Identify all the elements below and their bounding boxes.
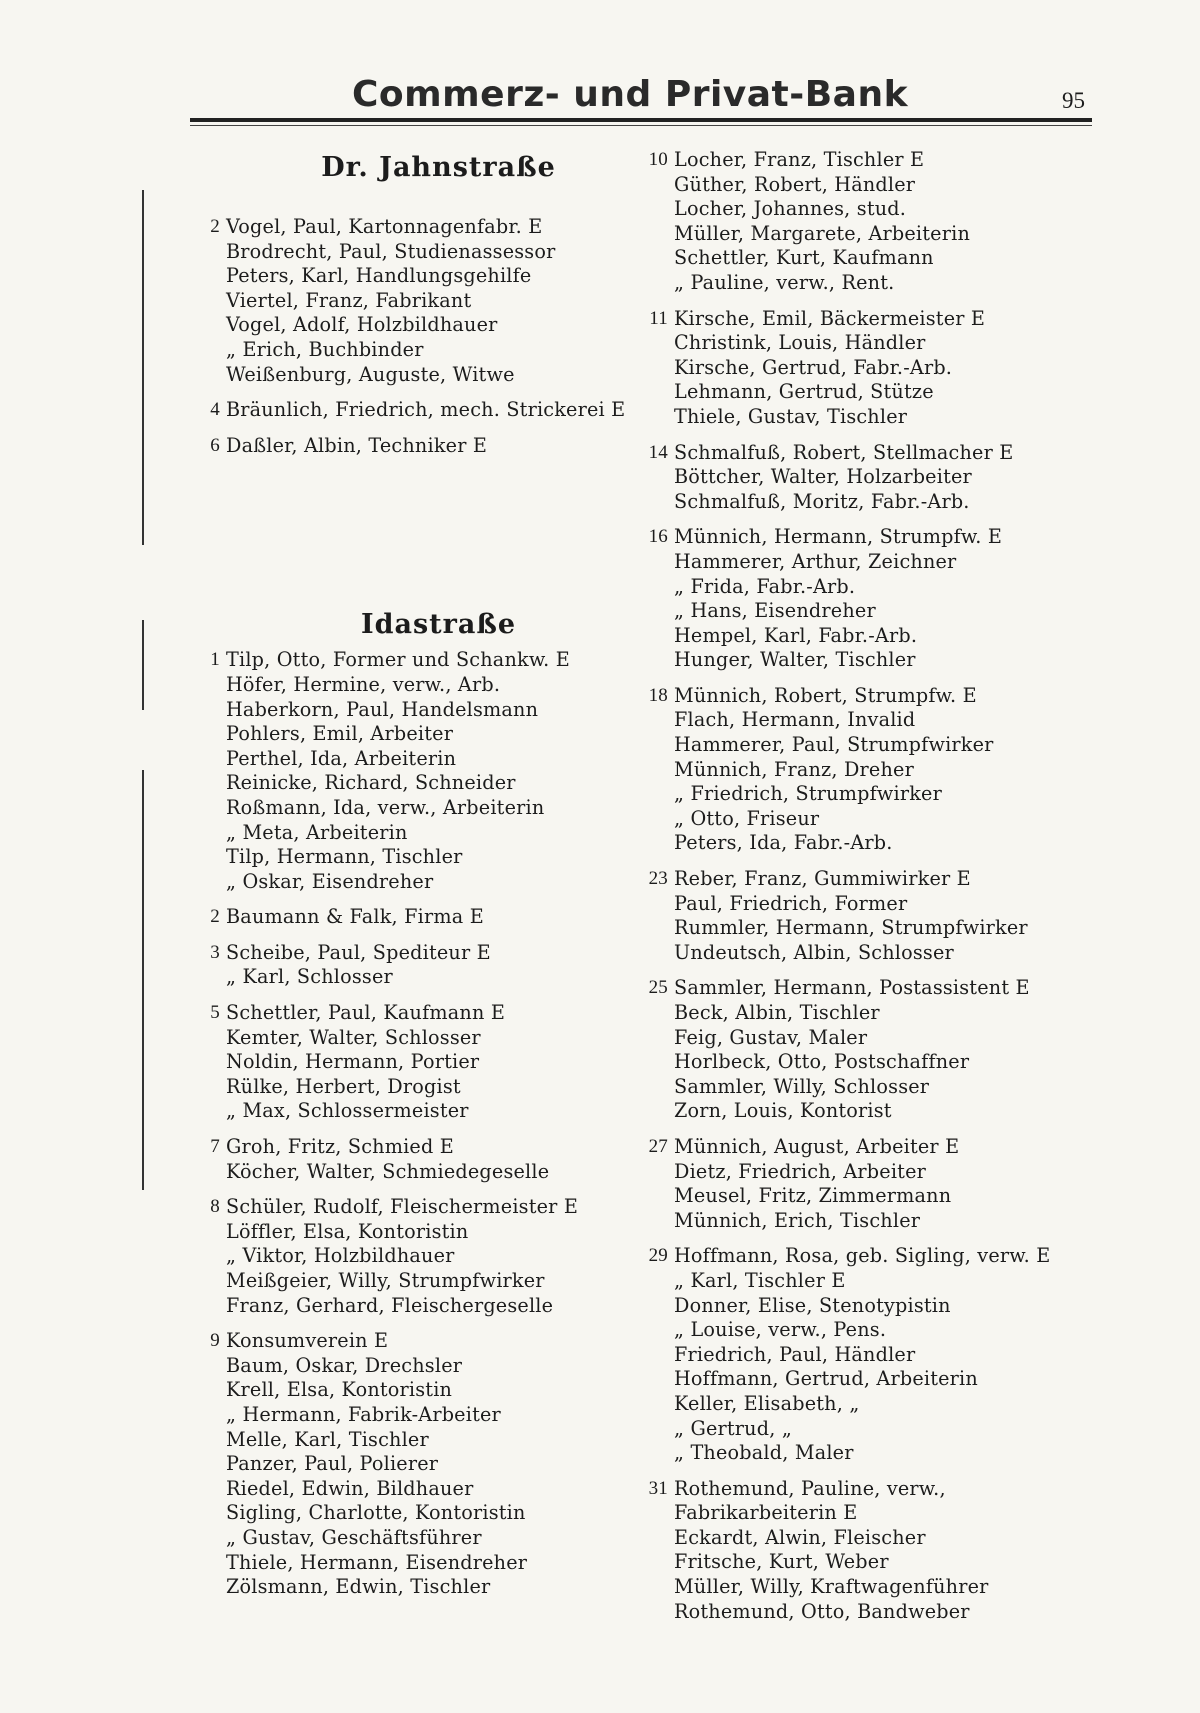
resident-text: „ Louise, verw., Pens. — [674, 1318, 887, 1342]
resident-line — [644, 1600, 1099, 1625]
resident-line — [196, 648, 651, 673]
house-number: 1 — [210, 649, 220, 671]
resident-line — [644, 173, 1099, 198]
resident-text: Schmalfuß, Robert, Stellmacher E — [674, 440, 1014, 464]
section-spacer — [196, 469, 651, 609]
resident-text: „ Friedrich, Strumpfwirker — [674, 782, 942, 806]
resident-line — [644, 684, 1099, 709]
resident-line — [644, 1099, 1099, 1124]
resident-text: Riedel, Edwin, Bildhauer — [226, 1476, 474, 1500]
resident-line — [196, 722, 651, 747]
resident-text: Kirsche, Gertrud, Fabr.-Arb. — [674, 355, 953, 379]
resident-line — [644, 916, 1099, 941]
resident-text: Thiele, Hermann, Eisendreher — [226, 1550, 528, 1574]
resident-text: Zorn, Louis, Kontorist — [674, 1099, 892, 1123]
resident-text: Noldin, Hermann, Portier — [226, 1050, 480, 1074]
resident-text: Keller, Elisabeth, „ — [674, 1391, 860, 1415]
resident-line — [196, 821, 651, 846]
resident-line — [196, 1099, 651, 1124]
resident-text: Pohlers, Emil, Arbeiter — [226, 722, 454, 746]
resident-line — [644, 1367, 1099, 1392]
resident-text: Münnich, Robert, Strumpfw. E — [674, 683, 977, 707]
resident-text: Paul, Friedrich, Former — [674, 891, 908, 915]
resident-line — [644, 1417, 1099, 1442]
resident-text: „ Theobald, Maler — [674, 1441, 854, 1465]
house-number: 3 — [210, 941, 220, 963]
resident-text: Sammler, Willy, Schlosser — [674, 1074, 930, 1098]
house-number: 8 — [210, 1196, 220, 1218]
resident-line — [644, 892, 1099, 917]
resident-text: Meißgeier, Willy, Strumpfwirker — [226, 1269, 545, 1292]
resident-text: Locher, Franz, Tischler E — [674, 148, 925, 171]
resident-text: Peters, Karl, Handlungsgehilfe — [226, 264, 532, 288]
resident-line — [196, 1001, 651, 1026]
resident-text: Franz, Gerhard, Fleischergeselle — [226, 1293, 554, 1317]
house-entry — [196, 1135, 651, 1184]
resident-text: Beck, Albin, Tischler — [674, 1001, 880, 1024]
resident-text: Böttcher, Walter, Holzarbeiter — [674, 465, 972, 489]
house-number: 11 — [649, 307, 668, 329]
resident-line — [644, 1441, 1099, 1466]
resident-line — [196, 1428, 651, 1453]
house-entry — [196, 215, 651, 387]
resident-text: Viertel, Franz, Fabrikant — [226, 288, 472, 312]
resident-line — [196, 698, 651, 723]
resident-line — [196, 771, 651, 796]
resident-line — [196, 905, 651, 930]
resident-text: Daßler, Albin, Techniker E — [226, 433, 488, 457]
resident-line — [196, 965, 651, 990]
resident-line — [196, 1452, 651, 1477]
resident-line — [644, 331, 1099, 356]
house-entry — [644, 684, 1099, 856]
resident-text: Münnich, August, Arbeiter E — [674, 1134, 960, 1158]
resident-text: Baumann & Falk, Firma E — [226, 905, 484, 929]
resident-line — [644, 867, 1099, 892]
resident-line — [644, 1550, 1099, 1575]
margin-mark — [142, 190, 144, 545]
house-number: 23 — [648, 868, 668, 890]
margin-mark — [142, 770, 144, 1190]
house-number: 7 — [210, 1136, 220, 1158]
resident-line — [196, 870, 651, 895]
resident-line — [644, 599, 1099, 624]
resident-text: Sigling, Charlotte, Kontoristin — [226, 1501, 526, 1525]
resident-line — [644, 405, 1099, 430]
resident-text: Münnich, Hermann, Strumpfw. E — [674, 525, 1003, 549]
house-entry — [644, 148, 1099, 296]
resident-text: Müller, Willy, Kraftwagenführer — [674, 1575, 989, 1599]
resident-line — [644, 941, 1099, 966]
resident-text: Tilp, Hermann, Tischler — [226, 845, 463, 869]
resident-line — [196, 673, 651, 698]
resident-line — [196, 1026, 651, 1051]
resident-line — [196, 1526, 651, 1551]
resident-line — [644, 307, 1099, 332]
resident-line — [196, 1354, 651, 1379]
resident-text: Rülke, Herbert, Drogist — [226, 1074, 461, 1098]
page-title: Commerz- und Privat-Bank — [351, 74, 909, 115]
resident-line — [644, 490, 1099, 515]
resident-line — [644, 465, 1099, 490]
resident-line — [644, 1318, 1099, 1343]
resident-text: Eckardt, Alwin, Fleischer — [674, 1525, 926, 1549]
resident-text: Rummler, Hermann, Strumpfwirker — [674, 916, 1028, 940]
resident-text: Perthel, Ida, Arbeiterin — [226, 746, 457, 770]
resident-text: Vogel, Adolf, Holzbildhauer — [226, 313, 498, 337]
resident-line — [196, 747, 651, 772]
resident-line — [196, 1075, 651, 1100]
house-entry — [644, 1135, 1099, 1233]
resident-line — [644, 1477, 1099, 1502]
resident-text: Roßmann, Ida, verw., Arbeiterin — [226, 795, 545, 819]
resident-text: Hammerer, Paul, Strumpfwirker — [674, 733, 994, 757]
header-rule-thin — [190, 125, 1092, 126]
resident-line — [644, 1135, 1099, 1160]
resident-text: Zölsmann, Edwin, Tischler — [226, 1575, 491, 1599]
resident-line — [644, 758, 1099, 783]
street-heading: Dr. Jahnstraße — [321, 152, 556, 183]
resident-text: Krell, Elsa, Kontoristin — [226, 1378, 453, 1402]
house-number: 2 — [210, 906, 220, 928]
resident-line — [196, 1244, 651, 1269]
resident-text: Münnich, Franz, Dreher — [674, 757, 914, 781]
house-number: 31 — [648, 1477, 668, 1499]
resident-text: Konsumverein E — [226, 1329, 389, 1353]
resident-text: „ Gustav, Geschäftsführer — [226, 1525, 482, 1549]
resident-text: Schettler, Kurt, Kaufmann — [674, 246, 934, 270]
resident-text: Höfer, Hermine, verw., Arb. — [226, 672, 501, 696]
resident-line — [644, 1075, 1099, 1100]
house-number: 18 — [648, 684, 668, 706]
resident-line — [196, 1050, 651, 1075]
resident-text: „ Meta, Arbeiterin — [226, 820, 408, 844]
right-column — [644, 148, 1099, 1635]
resident-text: Fabrikarbeiterin E — [674, 1501, 858, 1525]
resident-text: Tilp, Otto, Former und Schankw. E — [226, 648, 570, 672]
resident-text: Rothemund, Otto, Bandweber — [674, 1599, 970, 1623]
house-number: 27 — [648, 1135, 668, 1157]
house-entry — [196, 1329, 651, 1600]
resident-line — [196, 338, 651, 363]
resident-text: Schettler, Paul, Kaufmann E — [226, 1001, 506, 1025]
house-entry — [644, 1477, 1099, 1625]
house-number: 14 — [648, 441, 668, 463]
resident-line — [196, 240, 651, 265]
resident-text: Fritsche, Kurt, Weber — [674, 1550, 889, 1574]
resident-line — [644, 1392, 1099, 1417]
resident-text: „ Oskar, Eisendreher — [226, 869, 434, 893]
resident-line — [196, 215, 651, 240]
resident-text: Thiele, Gustav, Tischler — [674, 404, 908, 428]
resident-line — [644, 1501, 1099, 1526]
resident-line — [644, 1184, 1099, 1209]
resident-line — [644, 441, 1099, 466]
resident-line — [196, 363, 651, 388]
header-rule-thick — [190, 118, 1092, 122]
resident-text: Hunger, Walter, Tischler — [674, 648, 916, 672]
resident-text: Kemter, Walter, Schlosser — [226, 1025, 481, 1049]
house-entry — [196, 398, 651, 423]
resident-text: Baum, Oskar, Drechsler — [226, 1353, 463, 1377]
resident-line — [196, 1135, 651, 1160]
resident-line — [644, 1001, 1099, 1026]
resident-text: Locher, Johannes, stud. — [674, 197, 907, 221]
resident-line — [196, 1477, 651, 1502]
resident-line — [644, 525, 1099, 550]
house-entry — [196, 1001, 651, 1124]
resident-text: „ Hermann, Fabrik-Arbeiter — [226, 1402, 501, 1426]
resident-line — [196, 796, 651, 821]
resident-text: „ Hans, Eisendreher — [674, 599, 876, 623]
resident-line — [644, 733, 1099, 758]
resident-line — [644, 246, 1099, 271]
resident-line — [644, 648, 1099, 673]
resident-text: Reber, Franz, Gummiwirker E — [674, 867, 971, 891]
resident-text: Hempel, Karl, Fabr.-Arb. — [674, 623, 918, 647]
resident-text: Groh, Fritz, Schmied E — [226, 1135, 454, 1159]
house-entry — [644, 1244, 1099, 1465]
resident-line — [644, 976, 1099, 1001]
house-number: 25 — [648, 977, 668, 999]
resident-line — [644, 1244, 1099, 1269]
resident-line — [196, 1294, 651, 1319]
resident-text: Kirsche, Emil, Bäckermeister E — [674, 306, 986, 330]
resident-line — [644, 1526, 1099, 1551]
house-entry — [196, 648, 651, 894]
resident-line — [644, 1209, 1099, 1234]
resident-text: „ Frida, Fabr.-Arb. — [674, 574, 856, 598]
resident-text: Vogel, Paul, Kartonnagenfabr. E — [226, 215, 543, 238]
resident-text: Friedrich, Paul, Händler — [674, 1342, 916, 1366]
resident-text: Peters, Ida, Fabr.-Arb. — [674, 831, 893, 855]
resident-text: Münnich, Erich, Tischler — [674, 1208, 921, 1232]
house-number: 29 — [648, 1245, 668, 1267]
resident-text: Sammler, Hermann, Postassistent E — [674, 976, 1030, 1000]
resident-text: „ Max, Schlossermeister — [226, 1099, 469, 1123]
resident-line — [196, 941, 651, 966]
resident-text: Hoffmann, Rosa, geb. Sigling, verw. E — [674, 1244, 1051, 1268]
resident-text: Feig, Gustav, Maler — [674, 1025, 868, 1049]
resident-line — [196, 1378, 651, 1403]
resident-text: Bräunlich, Friedrich, mech. Strickerei E — [226, 398, 626, 422]
resident-text: Meusel, Fritz, Zimmermann — [674, 1184, 952, 1208]
resident-line — [196, 313, 651, 338]
resident-line — [644, 807, 1099, 832]
house-number: 5 — [210, 1002, 220, 1024]
resident-line — [196, 845, 651, 870]
resident-line — [644, 575, 1099, 600]
resident-text: „ Karl, Schlosser — [226, 965, 393, 989]
resident-line — [644, 271, 1099, 296]
resident-text: Köcher, Walter, Schmiedegeselle — [226, 1159, 550, 1183]
resident-text: Haberkorn, Paul, Handelsmann — [226, 697, 539, 721]
resident-line — [644, 1294, 1099, 1319]
resident-line — [644, 1026, 1099, 1051]
house-entry — [644, 441, 1099, 515]
house-number: 9 — [210, 1330, 220, 1352]
resident-text: Rothemund, Pauline, verw., — [674, 1476, 946, 1500]
resident-line — [196, 264, 651, 289]
house-entry — [644, 525, 1099, 673]
resident-text: „ Otto, Friseur — [674, 806, 820, 830]
house-entry — [196, 1195, 651, 1318]
house-number: 2 — [210, 216, 220, 237]
resident-line — [196, 1403, 651, 1428]
resident-text: Löffler, Elsa, Kontoristin — [226, 1219, 469, 1243]
resident-text: Donner, Elise, Stenotypistin — [674, 1293, 951, 1317]
resident-line — [196, 289, 651, 314]
house-number: 6 — [210, 434, 220, 456]
resident-line — [644, 1343, 1099, 1368]
resident-line — [644, 1575, 1099, 1600]
resident-line — [196, 434, 651, 459]
house-entry — [644, 976, 1099, 1124]
resident-line — [196, 1329, 651, 1354]
resident-text: Schmalfuß, Moritz, Fabr.-Arb. — [674, 489, 970, 513]
resident-text: „ Karl, Tischler E — [674, 1268, 846, 1292]
resident-text: Horlbeck, Otto, Postschaffner — [674, 1050, 970, 1074]
resident-text: „ Gertrud, „ — [674, 1416, 792, 1440]
resident-line — [644, 197, 1099, 222]
resident-text: Schüler, Rudolf, Fleischermeister E — [226, 1195, 579, 1219]
resident-line — [196, 1501, 651, 1526]
resident-line — [644, 380, 1099, 405]
resident-text: Hoffmann, Gertrud, Arbeiterin — [674, 1367, 978, 1391]
resident-line — [196, 1220, 651, 1245]
resident-text: „ Pauline, verw., Rent. — [674, 270, 895, 294]
resident-text: Melle, Karl, Tischler — [226, 1427, 429, 1451]
house-entry — [196, 941, 651, 990]
house-number: 4 — [210, 399, 220, 421]
resident-line — [196, 1575, 651, 1600]
resident-text: „ Erich, Buchbinder — [226, 337, 424, 361]
resident-text: Flach, Hermann, Invalid — [674, 708, 916, 732]
house-entry — [644, 307, 1099, 430]
resident-line — [644, 624, 1099, 649]
resident-text: Hammerer, Arthur, Zeichner — [674, 549, 957, 573]
resident-line — [644, 550, 1099, 575]
resident-line — [644, 831, 1099, 856]
resident-line — [644, 1160, 1099, 1185]
left-column — [196, 148, 651, 1611]
resident-text: Panzer, Paul, Polierer — [226, 1452, 439, 1476]
resident-text: Undeutsch, Albin, Schlosser — [674, 940, 954, 964]
house-entry — [196, 905, 651, 930]
resident-text: „ Viktor, Holzbildhauer — [226, 1244, 455, 1268]
resident-text: Scheibe, Paul, Spediteur E — [226, 940, 491, 964]
resident-line — [196, 1551, 651, 1576]
resident-text: Weißenburg, Auguste, Witwe — [226, 362, 515, 386]
resident-line — [644, 1269, 1099, 1294]
resident-line — [196, 1160, 651, 1185]
resident-text: Dietz, Friedrich, Arbeiter — [674, 1159, 927, 1183]
resident-text: Lehmann, Gertrud, Stütze — [674, 380, 934, 404]
street-heading: Idastraße — [360, 609, 517, 641]
house-number: 16 — [648, 526, 668, 548]
resident-text: Brodrecht, Paul, Studienassessor — [226, 239, 556, 263]
page-number: 95 — [1062, 88, 1085, 113]
resident-line — [196, 1195, 651, 1220]
resident-text: Müller, Margarete, Arbeiterin — [674, 221, 971, 245]
resident-line — [644, 782, 1099, 807]
resident-line — [644, 356, 1099, 381]
resident-text: Güther, Robert, Händler — [674, 172, 916, 196]
resident-line — [644, 222, 1099, 247]
resident-text: Reinicke, Richard, Schneider — [226, 771, 516, 795]
house-entry — [644, 867, 1099, 965]
resident-line — [196, 398, 651, 423]
resident-line — [644, 1050, 1099, 1075]
resident-text: Christink, Louis, Händler — [674, 331, 926, 355]
house-number: 10 — [648, 149, 668, 170]
resident-line — [196, 1269, 651, 1294]
resident-line — [644, 148, 1099, 173]
margin-mark — [142, 620, 144, 710]
resident-line — [644, 708, 1099, 733]
house-entry — [196, 434, 651, 459]
